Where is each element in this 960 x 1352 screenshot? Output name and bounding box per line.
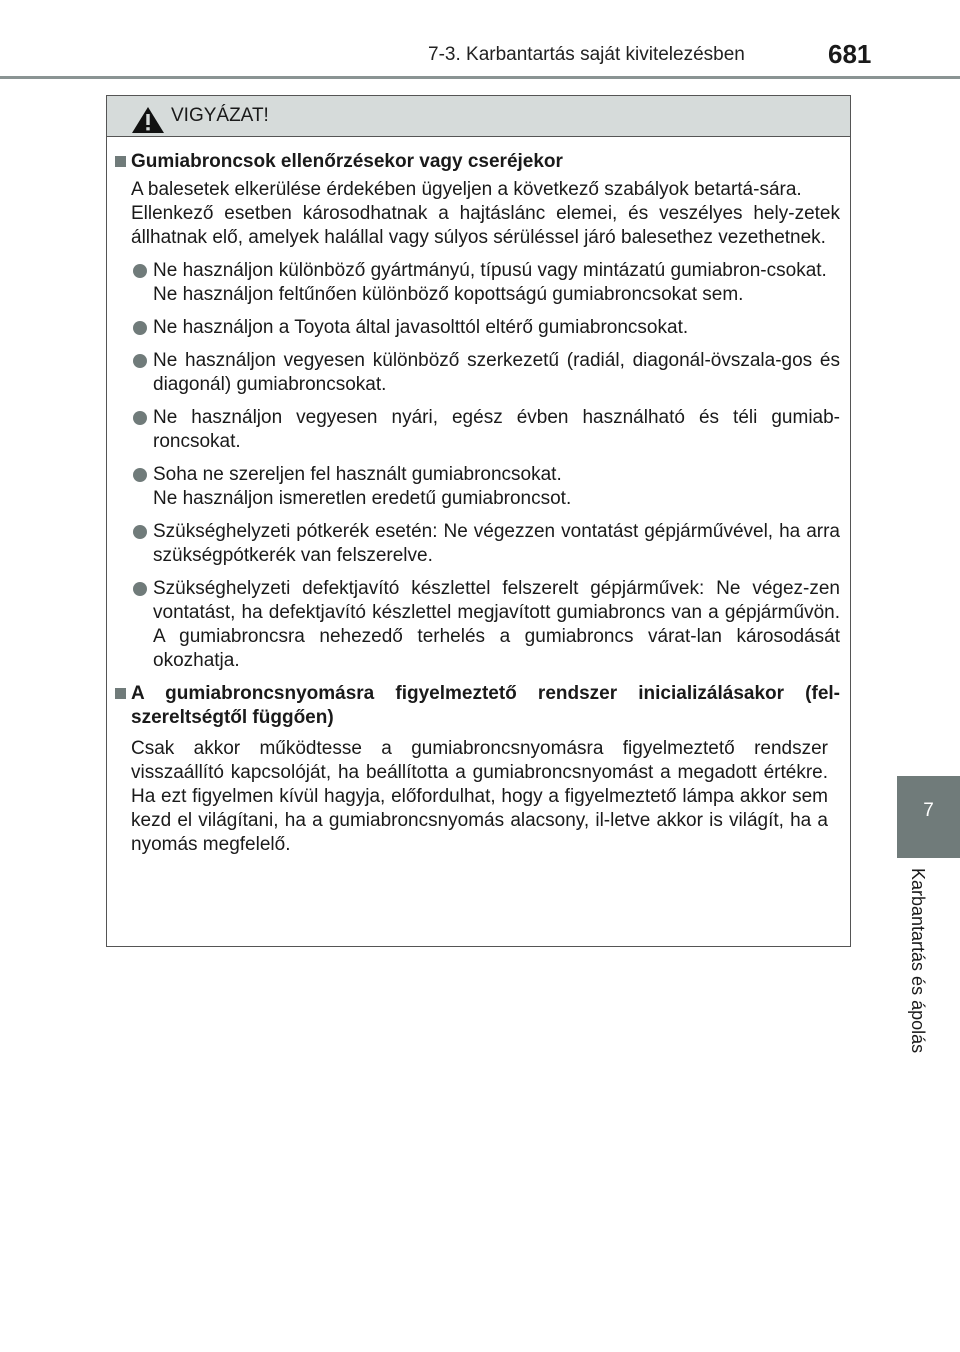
warning-triangle-icon [131, 106, 165, 134]
bullet-item [131, 577, 840, 673]
bullet-text: Ne használjon vegyesen nyári, egész évben használható és téli gumiab-roncsokat. [153, 407, 840, 452]
header-divider [0, 76, 960, 79]
section-heading-text: A gumiabroncsnyomásra figyelmeztető rendszer inicializálásakor (fel-szereltségtől függően) [131, 683, 840, 728]
warning-header [107, 96, 850, 137]
bullet-item [131, 349, 840, 397]
bullet-item [131, 316, 840, 340]
section-paragraph: Ellenkező esetben károsodhatnak a hajtáslánc elemei, és veszélyes hely-zetek állhatnak elő, amelyek halállal vagy súlyos sérüléssel járó balesethez vezethetnek. [131, 203, 840, 248]
bullet-text: Soha ne szereljen fel használt gumiabroncsokat. Ne használjon ismeretlen eredetű gumiabroncsot. [153, 464, 572, 509]
bullet-dot-icon [133, 264, 147, 278]
section-paragraph: A balesetek elkerülése érdekében ügyeljen a következő szabályok betartá-sára. [131, 179, 802, 200]
bullet-dot-icon [133, 321, 147, 335]
bullet-text: Szükséghelyzeti pótkerék esetén: Ne végezzen vontatást gépjárművével, ha arra szükségpótkerék van felszerelve. [153, 521, 840, 566]
chapter-label: Karbantartás és ápolás [908, 868, 928, 1054]
bullet-text: Ne használjon vegyesen különböző szerkezetű (radiál, diagonál-övszala-gos és diagonál) gumiabroncsokat. [153, 350, 840, 395]
bullet-item [131, 406, 840, 454]
bullet-dot-icon [133, 411, 147, 425]
warning-section [107, 150, 850, 673]
section-heading [131, 150, 840, 174]
section-marker-icon [115, 688, 126, 699]
section-heading [131, 682, 840, 730]
bullet-text: Ne használjon a Toyota által javasolttól eltérő gumiabroncsokat. [153, 317, 689, 338]
bullet-list [131, 259, 840, 673]
chapter-number: 7 [923, 800, 934, 821]
bullet-item [131, 520, 840, 568]
section-marker-icon [115, 156, 126, 167]
warning-section [107, 682, 850, 857]
warning-body [107, 150, 850, 857]
warning-title: VIGYÁZAT! [171, 105, 269, 126]
bullet-dot-icon [133, 468, 147, 482]
chapter-tab [897, 776, 960, 858]
bullet-dot-icon [133, 582, 147, 596]
bullet-item [131, 259, 840, 307]
page-header [0, 0, 960, 80]
bullet-dot-icon [133, 354, 147, 368]
bullet-item [131, 463, 840, 511]
section-heading-text: Gumiabroncsok ellenőrzésekor vagy cseréjekor [131, 151, 563, 172]
section-paragraph: Csak akkor működtesse a gumiabroncsnyomásra figyelmeztető rendszer visszaállító kapcsolóját, ha beállította a gumiabroncsnyomást a megadott értékre. Ha ezt figyelmen kívül hagyja, előfordulhat, hogy a figyelmeztető lámpa akkor sem kezd el világítani, ha a gumiabroncsnyomás alacsony, il-letve akkor is világít, ha a nyomás megfelelő. [131, 738, 828, 855]
section-title: 7-3. Karbantartás saját kivitelezésben [428, 44, 745, 65]
warning-box [106, 95, 851, 947]
page-number: 681 [828, 39, 872, 69]
bullet-text: Ne használjon különböző gyártmányú, típusú vagy mintázatú gumiabron-csokat. Ne használjon feltűnően különböző kopottságú gumiabroncsokat sem. [153, 260, 827, 305]
bullet-text: Szükséghelyzeti defektjavító készlettel felszerelt gépjárművek: Ne végez-zen vontatást, ha defektjavító készlettel megjavított gumiabroncs van a gépjárművön. A gumiabroncsra nehezedő terhelés a gumiabroncs várat-lan károsodását okozhatja. [153, 578, 840, 671]
bullet-dot-icon [133, 525, 147, 539]
